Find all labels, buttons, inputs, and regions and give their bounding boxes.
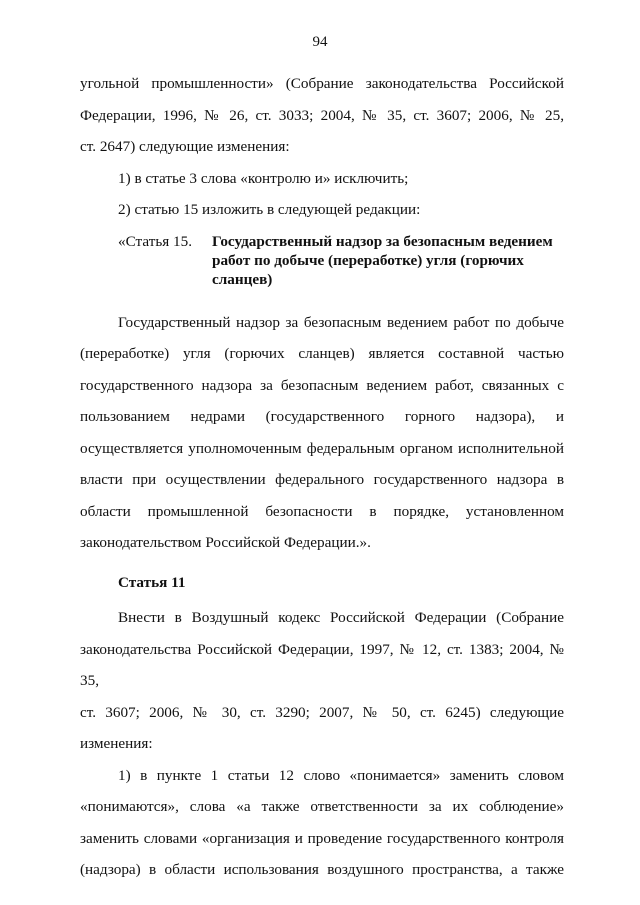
intro-line: ст. 2647) следующие изменения: xyxy=(80,138,290,155)
article-11-intro-line: ст. 3607; 2006, № 30, ст. 3290; 2007, № 50, ст. 6245) следующие изменения: xyxy=(80,703,564,752)
document-body xyxy=(80,68,564,886)
body-line: Государственный надзор за безопасным ведением работ по добыче xyxy=(118,313,564,331)
body-line: законодательством Российской Федерации.». xyxy=(80,534,371,551)
intro-line: угольной промышленности» (Собрание законодательства Российской xyxy=(80,75,564,92)
intro-line: Федерации, 1996, № 26, ст. 3033; 2004, № 35, ст. 3607; 2006, № 25, xyxy=(80,106,564,124)
article-15-title-line: работ по добыче (переработке) угля (горючих xyxy=(212,251,524,269)
body-line: осуществляется уполномоченным федеральным органом исполнительной xyxy=(80,439,564,457)
page-number: 94 xyxy=(312,34,328,50)
body-line: (переработке) угля (горючих сланцев) является составной частью xyxy=(80,345,564,362)
body-line: пользованием недрами (государственного горного надзора), и xyxy=(80,408,564,425)
article-15-label: «Статья 15. xyxy=(118,232,193,250)
body-line: власти при осуществлении федерального государственного надзора в xyxy=(80,471,564,488)
article-11-item-line: (надзора) в области использования воздушного пространства, а также xyxy=(80,861,564,878)
article-11-intro-line: Внести в Воздушный кодекс Российской Федерации (Собрание xyxy=(118,609,564,626)
body-line: области промышленной безопасности в порядке, установленном xyxy=(80,502,564,520)
article-11-intro-line: законодательства Российской Федерации, 1997, № 12, ст. 1383; 2004, № 35, xyxy=(80,640,564,689)
body-line: государственного надзора за безопасным ведением работ, связанных с xyxy=(80,376,564,394)
article-11-title: Статья 11 xyxy=(118,573,186,591)
article-15-title xyxy=(212,232,560,289)
list-item: 2) статью 15 изложить в следующей редакции: xyxy=(118,201,421,218)
article-11-item-line: «понимаются», слова «а также ответственности за их соблюдение» xyxy=(80,798,564,815)
article-15-heading xyxy=(80,232,564,289)
article-11-item-line: 1) в пункте 1 статьи 12 слово «понимается» заменить словом xyxy=(118,766,564,784)
article-15-title-line: Государственный надзор за безопасным ведением xyxy=(212,232,553,250)
article-15-title-line: сланцев) xyxy=(212,270,273,288)
list-item: 1) в статье 3 слова «контролю и» исключить; xyxy=(118,169,409,187)
article-11-item-line: заменить словами «организация и проведение государственного контроля xyxy=(80,829,564,847)
